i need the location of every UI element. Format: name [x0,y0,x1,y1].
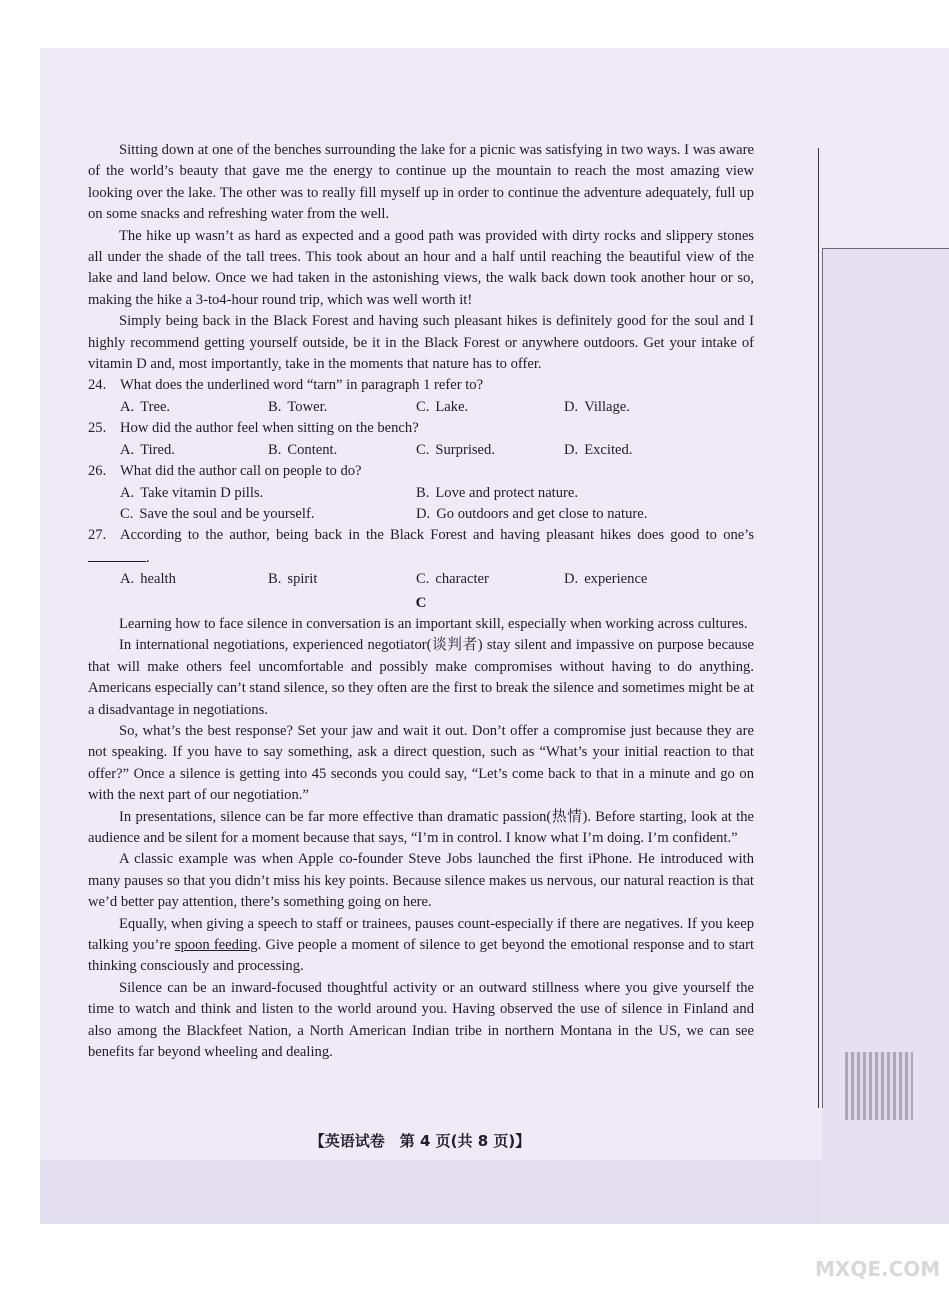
paragraph: In international negotiations, experienced negotiator(谈判者) stay silent and impassive on purpose because that will make others feel uncomfortable and possibly make compromises without having to do anything. Americans especially can’t stand silence, so they often are the first to break the silence and sometimes might be at a disadvantage in negotiations. [88,637,754,718]
paragraph: A classic example was when Apple co-founder Steve Jobs launched the first iPhone. He introduced with many pauses so that you didn’t miss his key points. Because silence makes us nervous, our natural reaction is that we’d better pay attention, there’s something going on here. [88,851,754,911]
question-number: 27. [88,527,107,544]
option-c[interactable]: C. Surprised. [416,441,495,458]
option-a[interactable]: A. Take vitamin D pills. [120,484,264,501]
paragraph: Equally, when giving a speech to staff or trainees, pauses count-especially if there are negatives. If you keep talking you’re spoon feeding. Give people a moment of silence to get beyond the emotional response and to start thinking consciously and processing. [88,915,754,975]
option-b[interactable]: B. Content. [268,441,338,458]
paragraph: Sitting down at one of the benches surrounding the lake for a picnic was satisfying in two ways. I was aware of the world’s beauty that gave me the energy to continue up the mountain to reach the most amazing view looking over the lake. The other was to really fill myself up in order to continue the adventure adequately, full up on some snacks and refreshing water from the well. [88,142,754,223]
exam-page-content [88,140,754,1063]
option-d[interactable]: D. Go outdoors and get close to nature. [416,505,648,522]
site-watermark: MXQE.COM [815,1257,941,1281]
qr-code-icon [845,1052,913,1120]
question-number: 24. [88,377,107,394]
question-26 [88,461,754,525]
option-c[interactable]: C. Lake. [416,398,469,415]
page-footer: 【英语试卷 第 4 页(共 8 页)】 [309,1132,531,1150]
paragraph: Simply being back in the Black Forest and having such pleasant hikes is definitely good for the soul and I highly recommend getting yourself outside, be it in the Black Forest or anywhere outdoors. Get your intake of vitamin D and, most importantly, take in the moments that nature has to offer. [88,313,754,373]
question-number: 26. [88,463,107,480]
option-d[interactable]: D. experience [564,571,648,588]
question-stem: What does the underlined word “tarn” in paragraph 1 refer to? [120,377,484,394]
underlined-phrase: spoon feeding [174,937,258,954]
paper-bottom-shade [40,1160,949,1224]
question-stem: According to the author, being back in the Black Forest and having pleasant hikes does good to one’s [120,527,754,544]
binding-line [822,248,823,1108]
question-number: 25. [88,420,107,437]
option-d[interactable]: D. Excited. [564,441,633,458]
option-b[interactable]: B. Love and protect nature. [416,484,579,501]
option-a[interactable]: A. health [120,571,176,588]
question-stem: How did the author feel when sitting on the bench? [120,420,419,437]
option-c[interactable]: C. character [416,571,489,588]
section-heading: C [415,594,427,611]
paragraph: Learning how to face silence in conversation is an important skill, especially when working across cultures. [119,615,748,632]
paragraph: So, what’s the best response? Set your jaw and wait it out. Don’t offer a compromise just because they are not speaking. If you have to say something, ask a direct question, such as “What’s your initial reaction to that offer?” Once a silence is getting into 45 seconds you could say, “Let’s come back to that in a minute and go on with the next part of our negotiation.” [88,722,754,804]
option-b[interactable]: B. Tower. [268,398,328,415]
question-27: 27. According to the author, being back in the Black Forest and having pleasant hikes does good to one’s. A. health B. spirit C. character D. experience [88,525,754,590]
option-d[interactable]: D. Village. [564,398,630,415]
margin-line [818,148,819,1108]
paragraph: In presentations, silence can be far more effective than dramatic passion(热情). Before starting, look at the audience and be silent for a moment because that says, “I’m in control. I know what I’m doing. I’m confident.” [88,808,754,846]
question-25 [88,418,754,461]
option-c[interactable]: C. Save the soul and be yourself. [120,505,315,522]
paragraph: Silence can be an inward-focused thoughtful activity or an outward stillness where you give yourself the time to watch and think and listen to the world around you. Having observed the use of silence in Finland and also among the Blackfeet Nation, a North American Indian tribe in northern Montana in the US, we can see benefits far beyond wheeling and dealing. [88,979,754,1061]
paragraph: The hike up wasn’t as hard as expected and a good path was provided with dirty rocks and slippery stones all under the shade of the tall trees. This took about an hour and a half until reaching the beautiful view of the lake and land below. Once we had taken in the astonishing views, the walk back down took another hour or so, making the hike a 3-to4-hour round trip, which was well worth it! [88,227,754,308]
binding-top-line [822,248,949,249]
answer-blank[interactable] [88,547,146,562]
option-a[interactable]: A. Tree. [120,398,171,415]
option-a[interactable]: A. Tired. [120,441,175,458]
question-24 [88,375,754,418]
option-b[interactable]: B. spirit [268,571,318,588]
question-stem: What did the author call on people to do? [120,463,362,480]
